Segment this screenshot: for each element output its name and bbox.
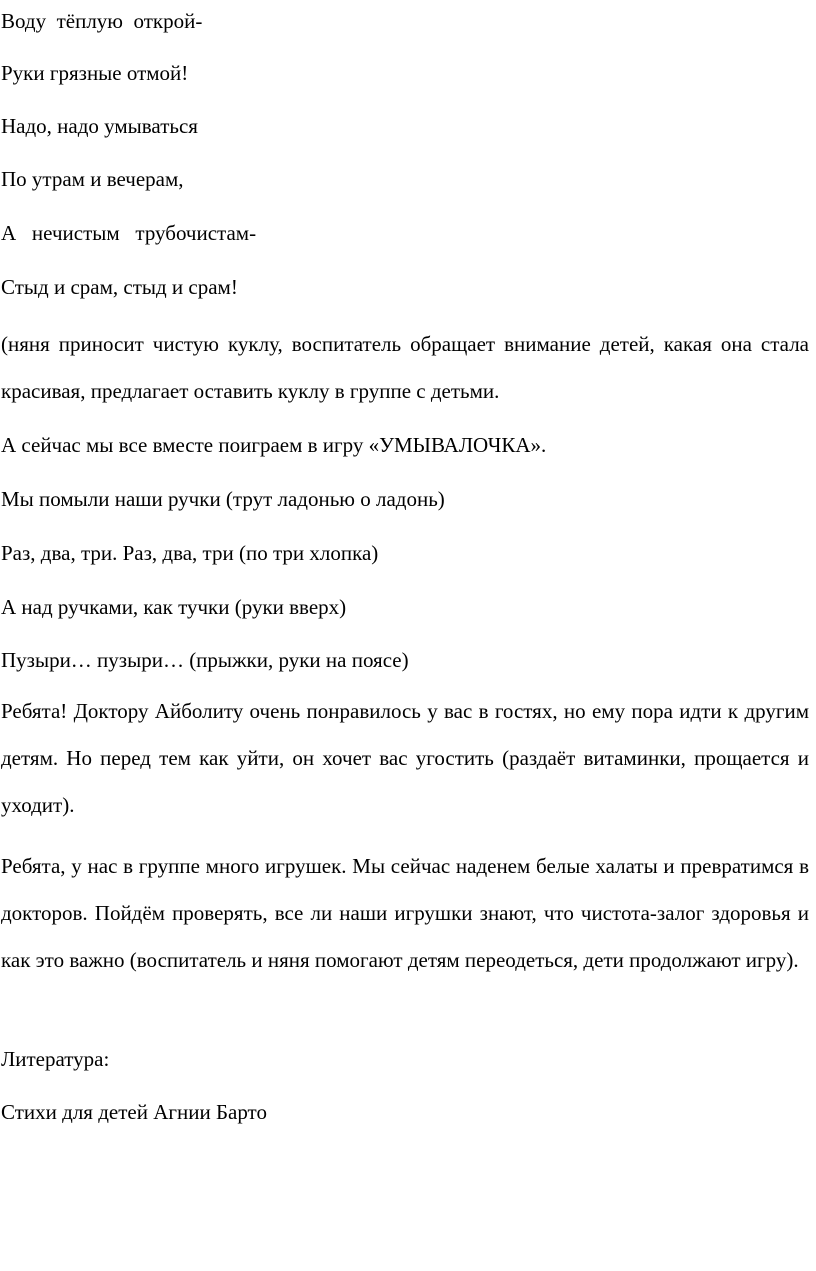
game-line-1: Мы помыли наши ручки (трут ладонью о ладонь) <box>1 487 445 511</box>
poem-line-5: А нечистым трубочистам- <box>1 221 257 245</box>
toys-paragraph: Ребята, у нас в группе много игрушек. Мы сейчас наденем белые халаты и превратимся в докторов. Пойдём проверять, все ли наши игрушки знают, что чистота-залог здоровья и как это важно (воспитатель и няня помогают детям переодеться, дети продолжают игру). <box>1 854 809 972</box>
poem-line-3: Надо, надо умываться <box>1 114 198 138</box>
poem-line-2: Руки грязные отмой! <box>1 61 189 85</box>
poem-line-4: По утрам и вечерам, <box>1 167 184 191</box>
game-line-2: Раз, два, три. Раз, два, три (по три хлопка) <box>1 541 379 565</box>
poem-line-1: Воду тёплую открой- <box>1 9 203 33</box>
aibolit-paragraph: Ребята! Доктору Айболиту очень понравилось у вас в гостях, но ему пора идти к другим детям. Но перед тем как уйти, он хочет вас угостить (раздаёт витаминки, прощается и уходит). <box>1 699 809 817</box>
literature-item: Стихи для детей Агнии Барто <box>1 1100 267 1124</box>
stage-note-paragraph: (няня приносит чистую куклу, воспитатель обращает внимание детей, какая она стала красивая, предлагает оставить куклу в группе с детьми. <box>1 332 809 403</box>
game-intro: А сейчас мы все вместе поиграем в игру «УМЫВАЛОЧКА». <box>1 433 547 457</box>
poem-line-6: Стыд и срам, стыд и срам! <box>1 275 238 299</box>
literature-heading: Литература: <box>1 1047 110 1071</box>
game-line-4: Пузыри… пузыри… (прыжки, руки на поясе) <box>1 648 409 672</box>
game-line-3: А над ручками, как тучки (руки вверх) <box>1 595 347 619</box>
